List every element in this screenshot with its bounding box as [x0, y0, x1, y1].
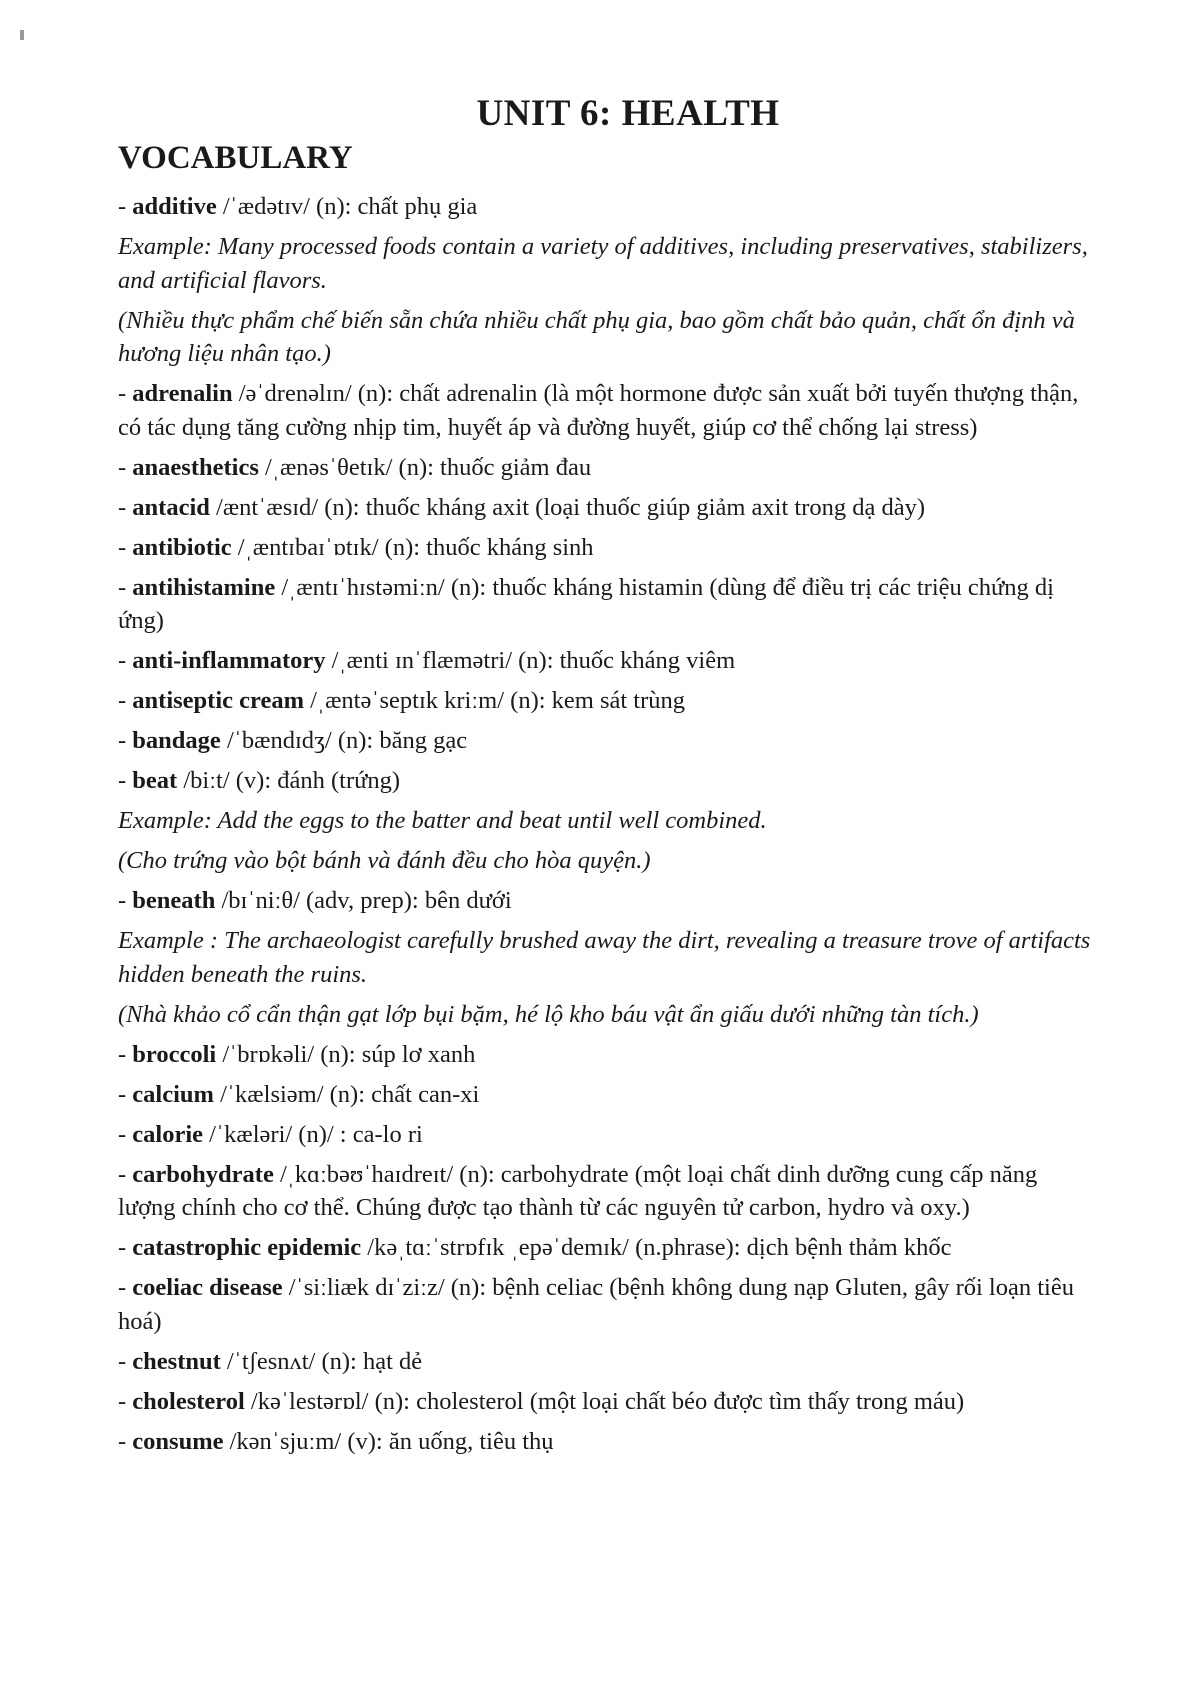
entry-bullet: -: [118, 727, 133, 754]
vocab-word: coeliac disease: [132, 1274, 283, 1301]
vocab-entry: [118, 1425, 1098, 1459]
example-text: Example: Add the eggs to the batter and beat until well combined.: [118, 807, 767, 834]
vocab-entry: [118, 491, 1098, 525]
vocab-entry: [118, 1038, 1098, 1072]
vocab-definition: /ˌæntɪbaɪˈɒtɪk/ (n): thuốc kháng sinh: [231, 533, 594, 561]
entry-bullet: -: [118, 1274, 133, 1301]
vocab-entry: [118, 884, 1098, 918]
vocab-definition: /ˈsiːliæk dɪˈziːz/ (n): bệnh celiac (bệnh không dung nạp Gluten, gây rối loạn tiêu hoá): [118, 1274, 1074, 1335]
vocab-entry: [118, 571, 1098, 638]
vocab-entry: [118, 1271, 1098, 1338]
example-text: Example : The archaeologist carefully brushed away the dirt, revealing a treasure trove of artifacts hidden beneath the ruins.: [118, 927, 1091, 988]
vocab-definition: /kəˈlestərɒl/ (n): cholesterol (một loại chất béo được tìm thấy trong máu): [244, 1387, 965, 1415]
vocab-word: beat: [132, 767, 178, 794]
vocab-word: carbohydrate: [132, 1160, 274, 1188]
vocab-entry: [118, 1158, 1098, 1225]
vocab-entry: [118, 764, 1098, 798]
vocab-word: consume: [132, 1427, 224, 1455]
example-text: (Nhiều thực phẩm chế biến sẵn chứa nhiều chất phụ gia, bao gồm chất bảo quản, chất ổn định và hương liệu nhân tạo.): [118, 306, 1075, 367]
entry-bullet: -: [118, 1347, 133, 1375]
entry-bullet: -: [118, 493, 133, 521]
page-title: UNIT 6: HEALTH: [476, 93, 780, 134]
vocab-entry: [118, 684, 1098, 718]
entry-bullet: -: [118, 887, 133, 914]
entry-bullet: -: [118, 1160, 133, 1188]
vocab-entry: [118, 1231, 1098, 1265]
vocab-definition: /ˈkæləri/ (n)/ : ca-lo ri: [203, 1120, 423, 1148]
vocab-word: beneath: [132, 887, 216, 914]
vocab-word: chestnut: [132, 1347, 221, 1375]
vocab-definition: /bɪˈniːθ/ (adv, prep): bên dưới: [215, 887, 512, 914]
vocab-definition: /əˈdrenəlɪn/ (n): chất adrenalin (là một hormone được sản xuất bởi tuyến thượng thận, có tác dụng tăng cường nhịp tim, huyết áp và đường huyết, giúp cơ thể chống lại stress): [118, 380, 1079, 441]
entry-bullet: -: [118, 1080, 133, 1108]
vocab-definition: /ˈkælsiəm/ (n): chất can-xi: [213, 1080, 480, 1108]
vocab-entry: [118, 190, 1098, 224]
entry-bullet: -: [118, 380, 133, 407]
vocab-entry: [118, 1345, 1098, 1379]
vocab-definition: /ˌæntɪˈhɪstəmiːn/ (n): thuốc kháng histamin (dùng để điều trị các triệu chứng dị ứng): [118, 573, 1054, 634]
vocab-definition: /kəˌtɑːˈstrɒfɪk ˌepəˈdemɪk/ (n.phrase): dịch bệnh thảm khốc: [361, 1234, 952, 1261]
vocab-word: antibiotic: [132, 533, 232, 561]
entry-bullet: -: [118, 767, 133, 794]
entry-bullet: -: [118, 573, 133, 601]
vocab-word: anaesthetics: [132, 453, 259, 481]
vocab-entry: [118, 377, 1098, 444]
vocab-definition: /ˈbrɒkəli/ (n): súp lơ xanh: [216, 1040, 476, 1068]
example-text: Example: Many processed foods contain a variety of additives, including preservatives, stabilizers, and artificial flavors.: [118, 233, 1088, 294]
entry-bullet: -: [118, 453, 133, 481]
section-heading: VOCABULARY: [118, 140, 353, 176]
vocab-definition: /kənˈsjuːm/ (v): ăn uống, tiêu thụ: [223, 1427, 554, 1455]
vocab-definition: /ˈtʃesnʌt/ (n): hạt dẻ: [220, 1347, 423, 1375]
entry-bullet: -: [118, 1040, 133, 1068]
entry-bullet: -: [118, 1120, 133, 1148]
vocab-definition: /ˈbændɪdʒ/ (n): băng gạc: [220, 727, 468, 754]
vocab-word: anti-inflammatory: [132, 647, 326, 674]
vocab-entry: [118, 1385, 1098, 1419]
vocab-word: calorie: [132, 1120, 204, 1148]
vocab-definition: /ˌæntəˈseptɪk kriːm/ (n): kem sát trùng: [303, 687, 686, 714]
vocab-word: broccoli: [132, 1040, 217, 1068]
vocab-definition: /ˌkɑːbəʊˈhaɪdreɪt/ (n): carbohydrate (một loại chất dinh dưỡng cung cấp năng lượng chính cho cơ thể. Chúng được tạo thành từ các nguyên tử carbon, hydro và oxy.): [118, 1160, 1038, 1221]
entry-bullet: -: [118, 1427, 133, 1455]
vocab-definition: /ˌænti ɪnˈflæmətri/ (n): thuốc kháng viêm: [325, 647, 736, 674]
vocab-entry: [118, 531, 1098, 565]
scan-mark: [20, 30, 24, 40]
entry-bullet: -: [118, 687, 133, 714]
vocab-word: cholesterol: [132, 1387, 245, 1415]
entry-bullet: -: [118, 533, 133, 561]
entry-bullet: -: [118, 1234, 133, 1261]
example-text: (Cho trứng vào bột bánh và đánh đều cho hòa quyện.): [118, 847, 651, 874]
vocab-definition: /biːt/ (v): đánh (trứng): [177, 767, 401, 794]
example-text: (Nhà khảo cổ cẩn thận gạt lớp bụi bặm, hé lộ kho báu vật ẩn giấu dưới những tàn tích.): [118, 1000, 979, 1028]
vocab-word: additive: [132, 193, 217, 220]
entry-bullet: -: [118, 1387, 133, 1415]
vocab-entry: [118, 1118, 1098, 1152]
entry-bullet: -: [118, 193, 133, 220]
vocabulary-list: [118, 190, 1098, 1465]
vocab-entry: [118, 1078, 1098, 1112]
vocab-word: calcium: [132, 1080, 214, 1108]
vocab-word: adrenalin: [132, 380, 233, 407]
entry-bullet: -: [118, 647, 133, 674]
vocab-word: antiseptic cream: [132, 687, 304, 714]
vocab-word: bandage: [132, 727, 221, 754]
vocab-word: antacid: [132, 493, 210, 521]
vocab-definition: /æntˈæsɪd/ (n): thuốc kháng axit (loại thuốc giúp giảm axit trong dạ dày): [209, 493, 926, 521]
vocab-entry: [118, 724, 1098, 758]
vocab-definition: /ˈædətɪv/ (n): chất phụ gia: [216, 193, 478, 220]
vocab-word: antihistamine: [132, 573, 276, 601]
vocab-definition: /ˌænəsˈθetɪk/ (n): thuốc giảm đau: [258, 453, 592, 481]
vocab-entry: [118, 644, 1098, 678]
vocab-word: catastrophic epidemic: [132, 1234, 362, 1261]
vocab-entry: [118, 451, 1098, 485]
